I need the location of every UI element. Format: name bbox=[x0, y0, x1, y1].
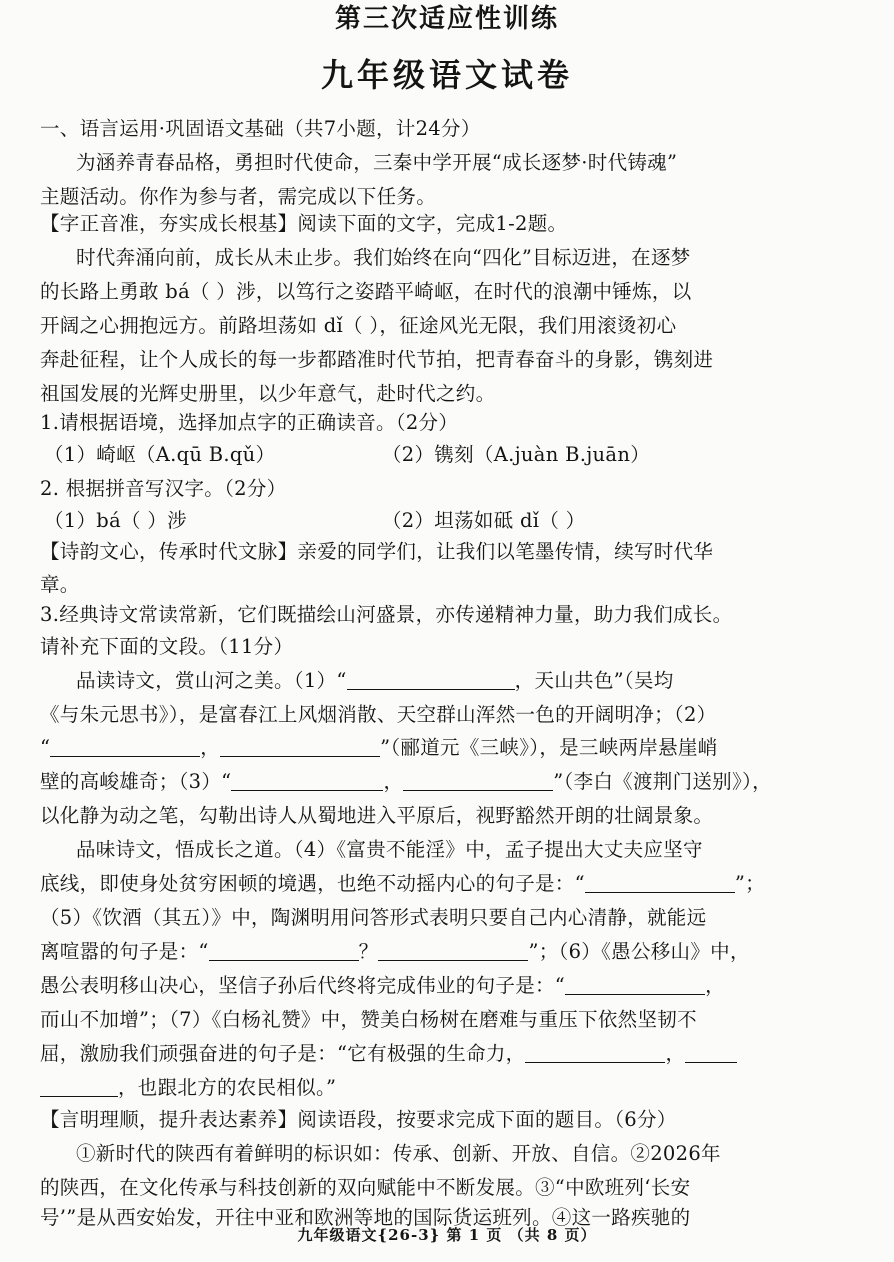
answer-blank[interactable] bbox=[209, 938, 359, 961]
fill-line: ，也跟北方的农民相似。” bbox=[40, 1071, 866, 1105]
task-label: 【诗韵文心，传承时代文脉】亲爱的同学们，让我们以笔墨传情，续写时代华 bbox=[40, 540, 714, 563]
question-2-item-b: （2）坦荡如砥 dǐ（ ） bbox=[382, 509, 586, 532]
passage-line: 时代奔涌向前，成长从未止步。我们始终在向“四化”目标迈进，在逐梦 bbox=[76, 246, 691, 269]
task-label: 章。 bbox=[40, 573, 80, 596]
exam-title: 九年级语文试卷 bbox=[320, 56, 573, 94]
fill-line: 屈，激励我们顽强奋进的句子是：“它有极强的生命力， ， bbox=[40, 1037, 866, 1071]
passage-line: 祖国发展的光辉史册里，以少年意气，赴时代之约。 bbox=[40, 382, 496, 405]
fill-line: “ ， ”（郦道元《三峡》），是三峡两岸悬崖峭 bbox=[40, 736, 718, 759]
question-1-option-b: （2）镌刻（A.juàn B.juān） bbox=[382, 443, 650, 466]
task-label: 【字正音准，夯实成长根基】阅读下面的文字，完成1-2题。 bbox=[40, 212, 568, 235]
fill-line: 以化静为动之笔，勾勒出诗人从蜀地进入平原后，视野豁然开朗的壮阔景象。 bbox=[40, 804, 714, 827]
answer-blank[interactable] bbox=[585, 870, 735, 893]
answer-blank[interactable] bbox=[525, 1040, 665, 1063]
question-2-item-a: （1）bá（ ）涉 bbox=[44, 509, 187, 532]
question-1-option-a: （1）崎岖（A.qū B.qǔ） bbox=[44, 443, 276, 466]
answer-blank[interactable] bbox=[378, 938, 528, 961]
answer-blank[interactable] bbox=[685, 1040, 737, 1063]
fill-line: 壁的高峻雄奇；（3）“ ， ”（李白《渡荆门送别》）， bbox=[40, 770, 772, 793]
intro-line: 主题活动。你作为参与者，需完成以下任务。 bbox=[40, 185, 437, 208]
fill-line: （5）《饮酒（其五）》中，陶渊明用问答形式表明只要自己内心清静，就能远 bbox=[40, 906, 707, 929]
question-1-stem: 1.请根据语境，选择加点字的正确读音。（2分） bbox=[40, 411, 459, 434]
intro-line: 为涵养青春品格，勇担时代使命，三秦中学开展“成长逐梦·时代铸魂” bbox=[76, 151, 678, 174]
passage-line: 的长路上勇敢 bá（ ）涉，以笃行之姿踏平崎岖，在时代的浪潮中锤炼，以 bbox=[40, 280, 692, 303]
page-footer: 九年级语文{26-3} 第 1 页 （共 8 页） bbox=[297, 1226, 597, 1244]
answer-blank[interactable] bbox=[347, 667, 515, 690]
passage-line: 号’”是从西安始发，开往中亚和欧洲等地的国际货运班列。④这一路疾驰的 bbox=[40, 1206, 691, 1229]
question-3-stem: 请补充下面的文段。（11分） bbox=[40, 635, 294, 658]
passage-line: 的陕西，在文化传承与科技创新的双向赋能中不断发展。③“中欧班列‘长安 bbox=[40, 1176, 691, 1199]
answer-blank[interactable] bbox=[220, 734, 380, 757]
question-2-stem: 2. 根据拼音写汉字。（2分） bbox=[40, 477, 287, 500]
task-label: 【言明理顺，提升表达素养】阅读语段，按要求完成下面的题目。（6分） bbox=[40, 1108, 677, 1131]
fill-line: 《与朱元思书》），是富春江上风烟消散、天空群山浑然一色的开阔明净；（2） bbox=[40, 703, 717, 726]
answer-blank[interactable] bbox=[231, 768, 383, 791]
answer-blank[interactable] bbox=[50, 734, 200, 757]
answer-blank[interactable] bbox=[565, 972, 705, 995]
section-heading: 一、语言运用·巩固语文基础（共7小题，计24分） bbox=[40, 117, 481, 140]
fill-line: 底线，即使身处贫穷困顿的境遇，也绝不动摇内心的句子是：“ ”； bbox=[40, 872, 765, 895]
fill-line: 离喧嚣的句子是：“ ？ ”；（6）《愚公移山》中， bbox=[40, 940, 750, 963]
passage-line: ①新时代的陕西有着鲜明的标识如：传承、创新、开放、自信。②2026年 bbox=[76, 1142, 721, 1165]
passage-line: 开阔之心拥抱远方。前路坦荡如 dǐ（ ），征途风光无限，我们用滚烫初心 bbox=[40, 314, 677, 337]
exam-subtitle: 第三次适应性训练 bbox=[334, 4, 559, 34]
fill-line: 品读诗文，赏山河之美。（1）“ ，天山共色”（吴均 bbox=[76, 669, 674, 692]
fill-line: 而山不加增”；（7）《白杨礼赞》中，赞美白杨树在磨难与重压下依然坚韧不 bbox=[40, 1008, 697, 1031]
fill-line: 品味诗文，悟成长之道。（4）《富贵不能淫》中，孟子提出大丈夫应坚守 bbox=[76, 838, 703, 861]
fill-line: 愚公表明移山决心，坚信子孙后代终将完成伟业的句子是：“ ， bbox=[40, 974, 725, 997]
question-3-stem: 3.经典诗文常读常新，它们既描绘山河盛景，亦传递精神力量，助力我们成长。 bbox=[40, 603, 733, 626]
answer-blank[interactable] bbox=[403, 768, 553, 791]
passage-line: 奔赴征程，让个人成长的每一步都踏准时代节拍，把青春奋斗的身影，镌刻进 bbox=[40, 348, 714, 371]
answer-blank[interactable] bbox=[40, 1074, 118, 1097]
